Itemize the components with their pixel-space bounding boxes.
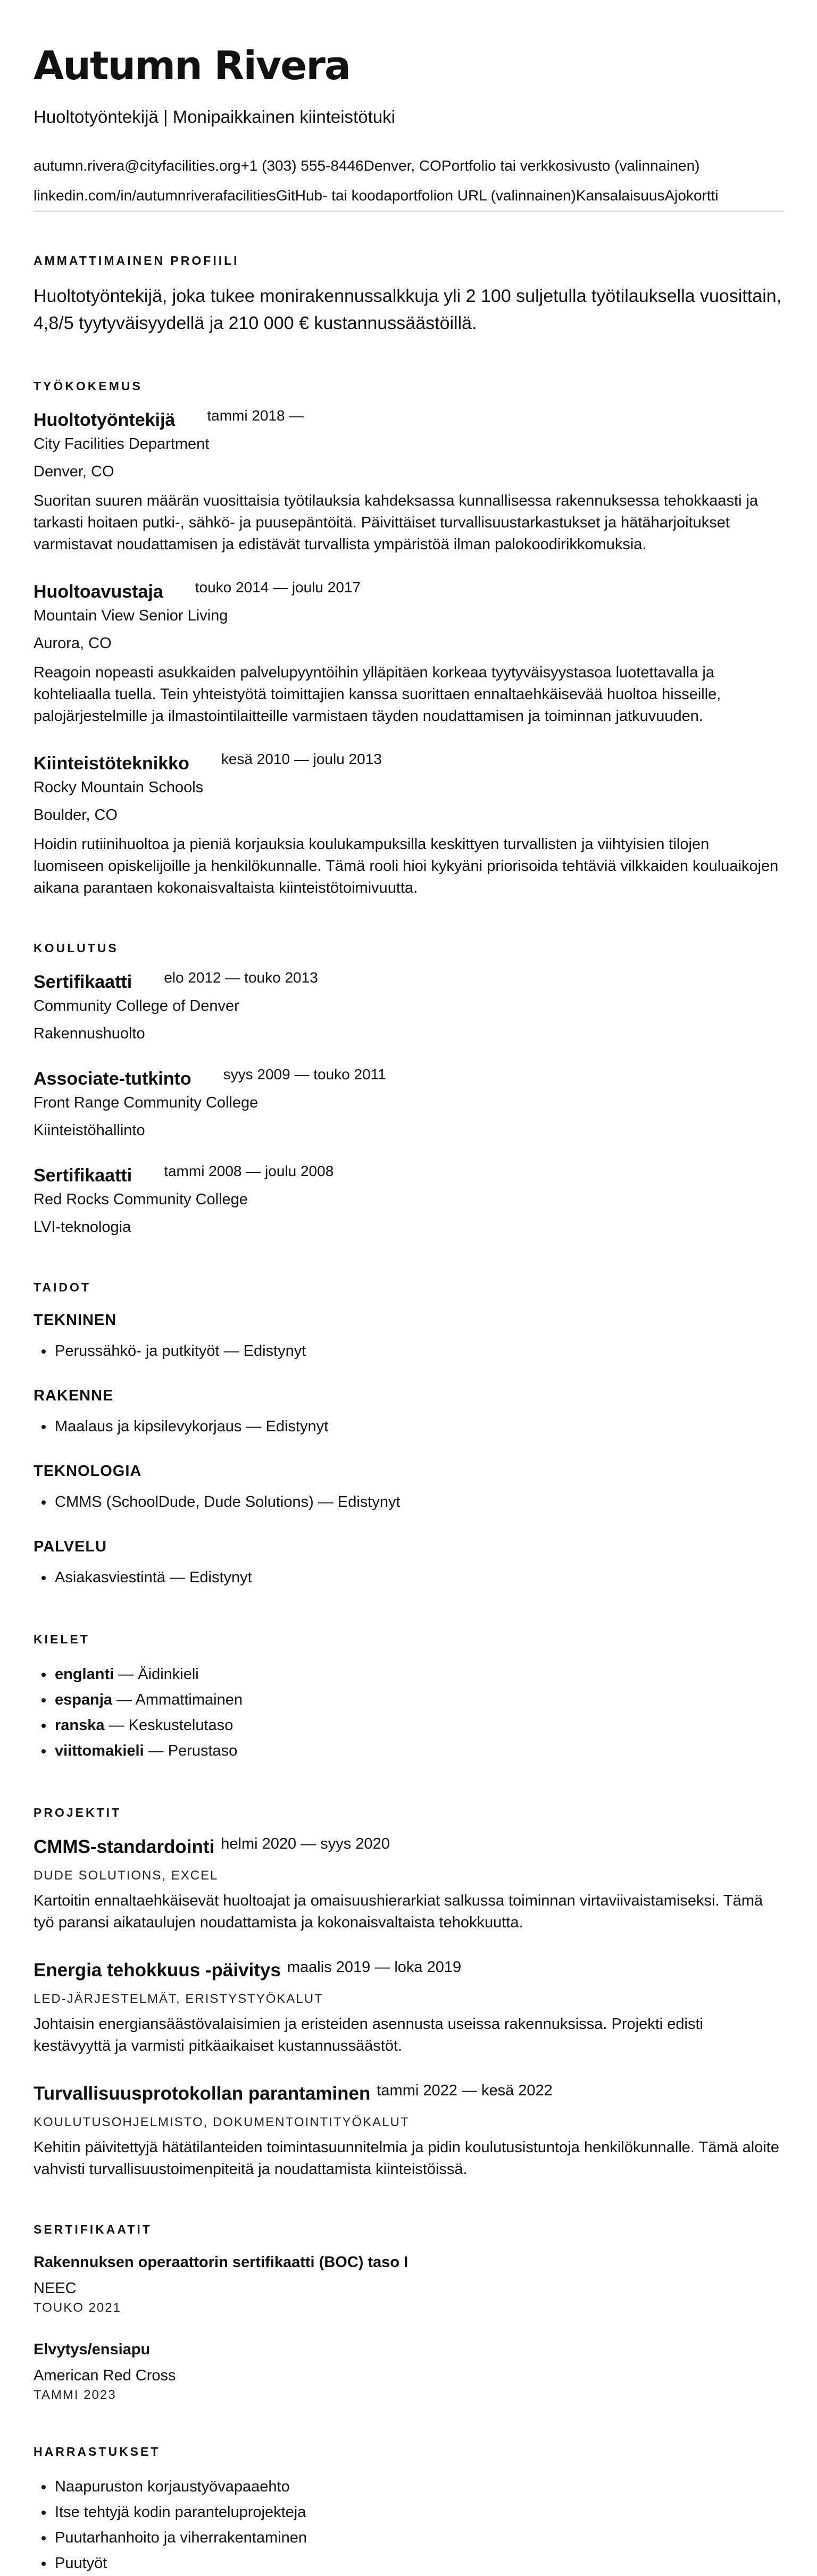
certification-entry <box>34 2339 783 2403</box>
section-title: TAIDOT <box>34 1280 91 1294</box>
candidate-name: Autumn Rivera <box>34 43 350 89</box>
section-title: SERTIFIKAATIT <box>34 2222 152 2236</box>
section-title: TYÖKOKEMUS <box>34 379 143 393</box>
project-title: CMMS-standardointi <box>34 1836 215 1857</box>
project-description: Kartoitin ennaltaehkäisevät huoltoajat ja omaisuushierarkiat salkussa toiminnan virtaviivaistamiseksi. Tämä työ paransi aikataulujen noudattamista ja kokonaisvaltaista tehokkuutta. <box>34 1892 763 1931</box>
school-name: Front Range Community College <box>34 1094 259 1111</box>
language-item <box>54 1713 783 1738</box>
degree-title: Sertifikaatti <box>34 1165 132 1186</box>
degree-dates: elo 2012 — touko 2013 <box>164 969 318 986</box>
skill-group <box>34 1536 783 1590</box>
project-description: Kehitin päivitettyjä hätätilanteiden toimintasuunnitelmia ja pidin koulutusistuntoja henkilökunnalle. Tämä aloite vahvisti turvallisuustoimenpiteitä ja noudattamista kiinteistöissä. <box>34 2139 779 2178</box>
experience-entry <box>34 580 783 727</box>
skill-category: PALVELU <box>34 1538 107 1555</box>
hobby-item: • Puutyöt <box>54 2550 783 2576</box>
hobby-item: • Puutarhanhoito ja viherrakentaminen <box>54 2525 783 2550</box>
school-name: Community College of Denver <box>34 997 239 1014</box>
job-dates: touko 2014 — joulu 2017 <box>195 579 361 595</box>
job-location: Boulder, CO <box>34 807 118 824</box>
project-description: Johtaisin energiansäästövalaisimien ja eristeiden asennusta useissa rakennuksissa. Projekti edisti kestävyyttä ja varmisti pitkäaikaiset kustannussäästöt. <box>34 2016 703 2054</box>
education-entry <box>34 1164 783 1238</box>
profile-text: Huoltotyöntekijä, joka tukee monirakennussalkkuja yli 2 100 suljetulla työtilauksella vuosittain, 4,8/5 tyytyväisyydellä ja 210 000 € kustannussäästöillä. <box>34 286 782 333</box>
job-employer: Mountain View Senior Living <box>34 607 228 624</box>
project-entry <box>34 1835 783 1934</box>
contact-phone[interactable]: +1 (303) 555-8446 <box>240 157 364 174</box>
contact-location: Denver, CO <box>363 157 441 174</box>
degree-dates: tammi 2008 — joulu 2008 <box>164 1163 334 1179</box>
study-field: LVI-teknologia <box>34 1219 131 1236</box>
language-level: — Äidinkieli <box>114 1666 199 1683</box>
project-tags: DUDE SOLUTIONS, EXCEL <box>34 1868 219 1883</box>
study-field: Rakennushuolto <box>34 1025 145 1042</box>
certification-issuer: NEEC <box>34 2280 77 2297</box>
section-title: KIELET <box>34 1632 90 1646</box>
certification-name: Elvytys/ensiapu <box>34 2341 151 2358</box>
skill-category: TEKNINEN <box>34 1312 117 1329</box>
hobbies-section <box>34 2444 783 2576</box>
section-title: HARRASTUKSET <box>34 2445 161 2458</box>
job-description: Reagoin nopeasti asukkaiden palvelupyyntöihin ylläpitäen korkeaa tyytyväisyystasoa luotettavalla ja kohteliaalla tuella. Tein yhteistyötä toimittajien kanssa suorittaen ennaltaehkäisevää huoltoa hisseille, palojärjestelmille ja ilmastointilaitteille varmistaen täyden noudattamisen ja toiminnan jatkuvuuden. <box>34 664 721 725</box>
contact-email[interactable]: autumn.rivera@cityfacilities.org <box>34 157 241 174</box>
contact-github[interactable]: GitHub- tai koodaportfolion URL (valinnainen) <box>276 187 576 204</box>
language-item <box>54 1687 783 1713</box>
hobby-item: • Naapuruston korjaustyövapaaehto <box>54 2474 783 2499</box>
job-description: Suoritan suuren määrän vuosittaisia työtilauksia kahdeksassa kunnallisessa rakennuksessa tehokkaasti ja tarkasti hoitaen putki-, sähkö- ja puusepäntöitä. Päivittäiset turvallisuustarkastukset ja hätäharjoitukset varmistavat noudattamisen ja edistävät turvallista ympäristöä ilman palokoodirikkomuksia. <box>34 492 758 553</box>
job-dates: kesä 2010 — joulu 2013 <box>221 751 382 767</box>
skill-category: RAKENNE <box>34 1387 114 1404</box>
skill-group <box>34 1310 783 1364</box>
project-entry <box>34 2082 783 2180</box>
certification-name: Rakennuksen operaattorin sertifikaatti (BOC) taso I <box>34 2254 408 2271</box>
languages-section <box>34 1632 783 1764</box>
experience-entry <box>34 752 783 899</box>
project-dates: helmi 2020 — syys 2020 <box>221 1835 390 1852</box>
job-employer: Rocky Mountain Schools <box>34 779 204 796</box>
contact-line <box>34 151 783 212</box>
study-field: Kiinteistöhallinto <box>34 1122 145 1139</box>
language-name: espanja <box>55 1691 112 1708</box>
skills-section <box>34 1280 783 1590</box>
degree-title: Sertifikaatti <box>34 972 132 992</box>
job-employer: City Facilities Department <box>34 435 210 452</box>
certifications-section <box>34 2222 783 2403</box>
degree-dates: syys 2009 — touko 2011 <box>223 1066 386 1083</box>
job-location: Denver, CO <box>34 463 114 480</box>
certification-date: TOUKO 2021 <box>34 2301 121 2315</box>
hobby-item: • Itse tehtyjä kodin paranteluprojekteja <box>54 2499 783 2525</box>
school-name: Red Rocks Community College <box>34 1191 248 1208</box>
project-tags: LED-JÄRJESTELMÄT, ERISTYSTYÖKALUT <box>34 1992 323 2006</box>
language-name: ranska <box>55 1717 105 1734</box>
skill-item: • Perussähkö- ja putkityöt — Edistynyt <box>54 1338 783 1364</box>
project-title: Turvallisuusprotokollan parantaminen <box>34 2083 371 2104</box>
education-entry <box>34 970 783 1045</box>
job-description: Hoidin rutiinihuoltoa ja pieniä korjauksia koulukampuksilla keskittyen turvallisten ja viihtyisien tilojen luomiseen opiskelijoille ja henkilökunnalle. Tämä rooli hioi kykyäni priorisoida tehtäviä vilkkaiden kouluaikojen aikana parantaen kokonaisvaltaista kiinteistötoimivuutta. <box>34 836 779 896</box>
skill-group <box>34 1385 783 1439</box>
language-level: — Perustaso <box>144 1742 238 1759</box>
job-location: Aurora, CO <box>34 635 112 652</box>
contact-citizenship: Kansalaisuus <box>576 187 665 204</box>
skill-category: TEKNOLOGIA <box>34 1463 142 1480</box>
experience-section <box>34 379 783 899</box>
projects-section <box>34 1805 783 2180</box>
certification-issuer: American Red Cross <box>34 2367 176 2384</box>
section-title: PROJEKTIT <box>34 1806 122 1819</box>
section-title: KOULUTUS <box>34 941 119 955</box>
education-section <box>34 941 783 1238</box>
job-dates: tammi 2018 — <box>207 407 304 424</box>
project-dates: maalis 2019 — loka 2019 <box>287 1959 462 1976</box>
project-dates: tammi 2022 — kesä 2022 <box>377 2082 553 2099</box>
job-title: Kiinteistöteknikko <box>34 753 189 774</box>
language-level: — Keskustelutaso <box>104 1717 234 1734</box>
language-item <box>54 1738 783 1764</box>
profile-section <box>34 253 783 337</box>
certification-date: TAMMI 2023 <box>34 2388 116 2402</box>
skill-item: • Maalaus ja kipsilevykorjaus — Edistynyt <box>54 1414 783 1439</box>
contact-drivers-license: Ajokortti <box>664 187 719 204</box>
project-tags: KOULUTUSOHJELMISTO, DOKUMENTOINTITYÖKALUT <box>34 2115 410 2129</box>
section-title: AMMATTIMAINEN PROFIILI <box>34 254 239 267</box>
project-entry <box>34 1958 783 2057</box>
skill-group <box>34 1461 783 1515</box>
job-title: Huoltotyöntekijä <box>34 410 176 430</box>
project-title: Energia tehokkuus -päivitys <box>34 1960 281 1981</box>
contact-portfolio[interactable]: Portfolio tai verkkosivusto (valinnainen) <box>441 157 700 174</box>
certification-entry <box>34 2252 783 2315</box>
experience-entry <box>34 408 783 556</box>
degree-title: Associate-tutkinto <box>34 1069 191 1089</box>
skill-item: • CMMS (SchoolDude, Dude Solutions) — Edistynyt <box>54 1489 783 1515</box>
job-title: Huoltoavustaja <box>34 582 163 602</box>
resume-header <box>34 40 783 212</box>
skill-item: • Asiakasviestintä — Edistynyt <box>54 1565 783 1590</box>
language-name: englanti <box>55 1666 114 1683</box>
education-entry <box>34 1067 783 1142</box>
language-level: — Ammattimainen <box>112 1691 243 1708</box>
language-item <box>54 1662 783 1687</box>
contact-linkedin[interactable]: linkedin.com/in/autumnriverafacilities <box>34 187 276 204</box>
language-name: viittomakieli <box>55 1742 144 1759</box>
candidate-headline: Huoltotyöntekijä | Monipaikkainen kiinteistötuki <box>34 107 395 127</box>
